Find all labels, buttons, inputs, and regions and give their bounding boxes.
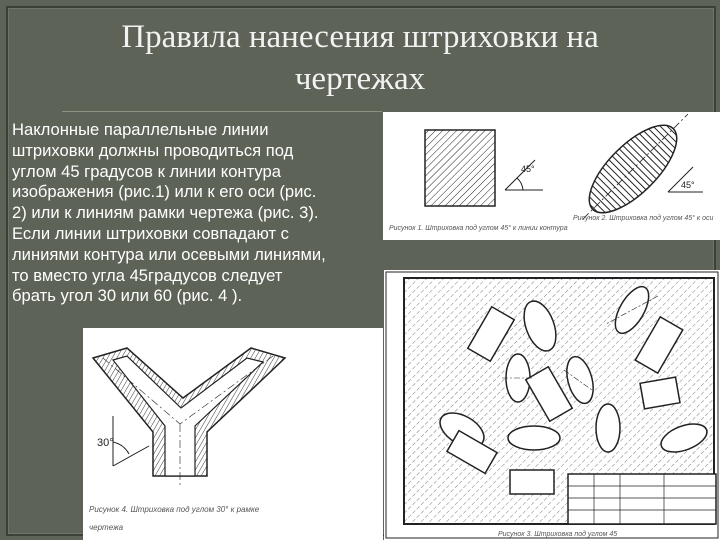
title-divider xyxy=(62,111,382,112)
fig2-caption: Рисунок 2. Штриховка под углом 45° к оси xyxy=(573,215,714,222)
fig4-caption-line1: Рисунок 4. Штриховка под углом 30° к рамке xyxy=(89,505,260,514)
body-line: брать угол 30 или 60 (рис. 4 ). xyxy=(12,286,243,306)
body-line: изображения (рис.1) или к его оси (рис. xyxy=(12,182,317,202)
title-line-1: Правила нанесения штриховки на xyxy=(121,19,599,55)
figure-3-panel xyxy=(384,270,720,540)
figure-4-drawing xyxy=(83,328,383,540)
body-line: 2) или к линиям рамки чертежа (рис. 3). xyxy=(12,203,319,223)
figure-1-2-drawing xyxy=(383,112,720,240)
fig1-caption: Рисунок 1. Штриховка под углом 45° к линии контура xyxy=(389,225,568,232)
fig2-angle-label: 45° xyxy=(681,180,695,190)
body-line: штриховки должны проводиться под xyxy=(12,140,294,160)
body-line: Если линии штриховки совпадают с xyxy=(12,223,289,243)
body-line: линиями контура или осевыми линиями, xyxy=(12,244,326,264)
figure-3-drawing xyxy=(384,270,720,540)
figure-4-panel xyxy=(83,328,383,540)
body-paragraph xyxy=(12,120,392,307)
fig4-angle-label: 30° xyxy=(97,437,114,449)
body-line: то вместо угла 45градусов следует xyxy=(12,265,283,285)
fig4-caption-line2: чертежа xyxy=(89,523,124,532)
body-line: углом 45 градусов к линии контура xyxy=(12,161,281,181)
body-line: Наклонные параллельные линии xyxy=(12,120,269,139)
fig3-caption: Рисунок 3. Штриховка под углом 45 xyxy=(498,531,618,538)
fig1-angle-label: 45° xyxy=(521,164,535,174)
y-shape-inner xyxy=(113,356,263,476)
hatched-square xyxy=(425,130,495,206)
title-line-2: чертежах xyxy=(294,61,426,97)
figure-1-2-panel xyxy=(383,112,720,240)
slide-title xyxy=(40,16,680,100)
